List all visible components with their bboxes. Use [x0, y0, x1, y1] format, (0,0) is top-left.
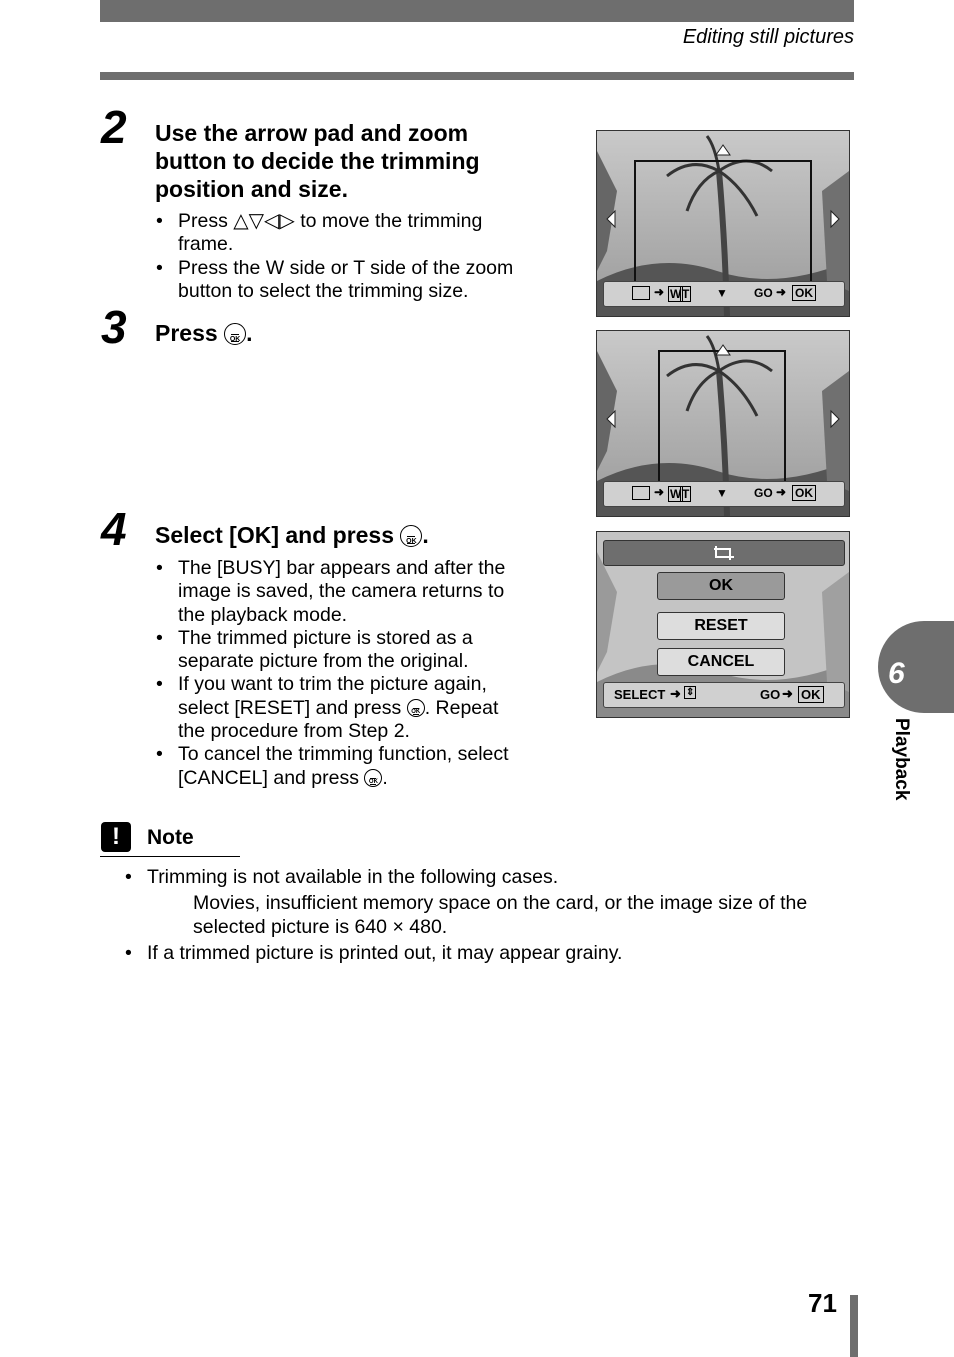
list-item: • If a trimmed picture is printed out, it may appear grainy.: [124, 941, 864, 965]
screen-bottom-bar: ➜ W T ▼ GO ➜ OK: [603, 281, 845, 307]
step-bullets: [155, 210, 555, 303]
up-down-icon: ⇕: [686, 687, 695, 698]
camera-screen-trim-frame-2: [596, 330, 850, 517]
step-title: [155, 119, 480, 203]
screen-bottom-bar: SELECT ➜ ⇕ GO ➜ OK: [603, 682, 845, 708]
trim-crop-icon: [712, 544, 736, 562]
screen-bottom-bar: ➜ W T ▼ GO ➜ OK: [603, 481, 845, 507]
section-title: Editing still pictures: [682, 26, 854, 48]
list-item: • Press the W side or T side of the zoom button to select the trimming size.: [155, 257, 555, 304]
camera-screen-trim-menu: [596, 531, 850, 718]
note-heading: [100, 822, 240, 857]
chapter-number: 6: [888, 657, 905, 690]
arrow-right-icon: ➜: [776, 485, 787, 499]
menu-item-cancel[interactable]: CANCEL: [657, 648, 785, 676]
step-bullets: [155, 557, 555, 790]
arrow-right-icon: ➜: [782, 686, 793, 701]
step-number: 4: [101, 503, 127, 555]
list-item: • If you want to trim the picture again, select [RESET] and press OK . Repeat the procedure from Step 2.: [155, 673, 555, 743]
page-edge-bar: [850, 1295, 858, 1357]
arrow-pad-icon: △▽◁▷: [233, 210, 295, 232]
menu-item-reset[interactable]: RESET: [657, 612, 785, 640]
step-number: 3: [101, 301, 127, 353]
list-item: • To cancel the trimming function, select [CANCEL] and press OK .: [155, 743, 555, 790]
list-item: • The [BUSY] bar appears and after the image is saved, the camera returns to the playback mode.: [155, 557, 555, 627]
exclamation-icon: !: [101, 822, 131, 852]
menu-item-ok[interactable]: OK: [657, 572, 785, 600]
arrow-right-icon: ➜: [654, 285, 665, 299]
ok-button-icon: [224, 323, 246, 345]
note-sub: Movies, insufficient memory space on the card, or the image size of the selected picture is 640 × 480.: [193, 892, 808, 938]
arrow-right-icon: ➜: [654, 485, 665, 499]
chapter-tab: [878, 621, 954, 713]
page-number: 71: [808, 1288, 837, 1318]
note-label: Note: [147, 826, 194, 849]
down-arrow-icon: ▼: [716, 286, 728, 300]
step-title-line: Use the arrow pad and zoom: [155, 120, 469, 146]
ok-button-icon: [364, 769, 382, 787]
arrow-right-icon: ➜: [670, 686, 681, 701]
list-item: • Press △▽◁▷ to move the trimming frame.: [155, 210, 555, 257]
step-title-line: button to decide the trimming: [155, 148, 480, 174]
trim-icon: [632, 286, 650, 300]
step-title: Press OK .: [155, 319, 252, 347]
chapter-label: Playback: [891, 718, 912, 801]
header-rule-bar: [100, 72, 854, 80]
header-top-bar: [100, 0, 854, 22]
down-arrow-icon: ▼: [716, 486, 728, 500]
ok-button-icon: [400, 525, 422, 547]
ok-button-icon: [407, 699, 425, 717]
note-list: [124, 865, 864, 965]
trim-icon: [632, 486, 650, 500]
arrow-right-icon: ➜: [776, 285, 787, 299]
step-title: Select [OK] and press OK .: [155, 521, 429, 549]
step-title-line: position and size.: [155, 176, 348, 202]
menu-title-bar: [603, 540, 845, 566]
list-item: • The trimmed picture is stored as a separate picture from the original.: [155, 627, 555, 674]
camera-screen-trim-frame: [596, 130, 850, 317]
step-number: 2: [101, 101, 127, 153]
list-item: • Trimming is not available in the following cases. Movies, insufficient memory space on the card, or the image size of the selected picture is 640 × 480.: [124, 865, 864, 939]
